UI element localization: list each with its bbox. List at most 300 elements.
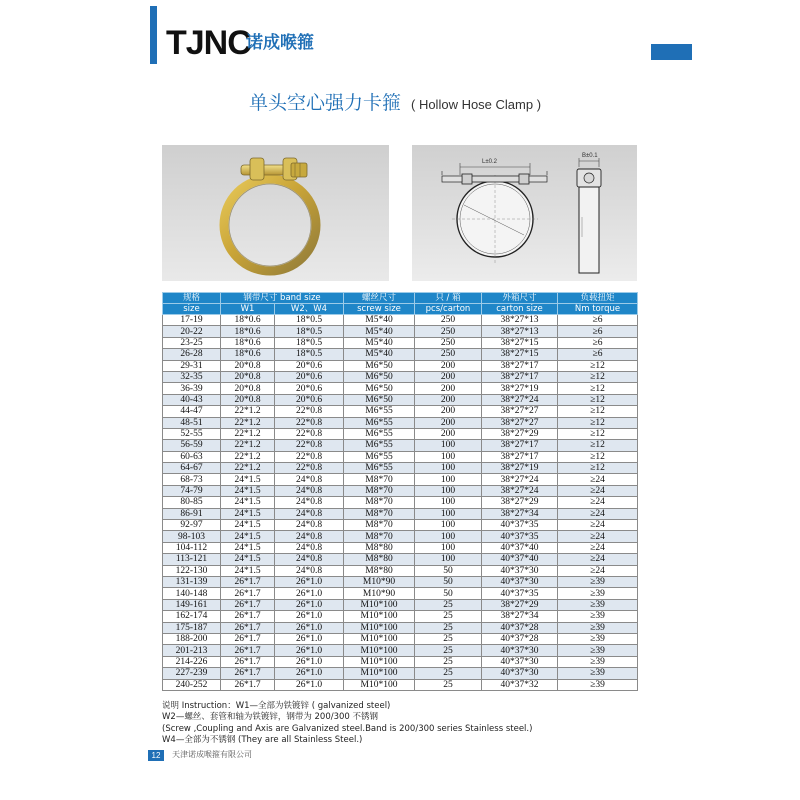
table-cell: ≥24: [558, 531, 638, 542]
table-cell: 20*0.6: [275, 394, 344, 405]
table-cell: M8*70: [344, 531, 415, 542]
brand-name-cn: 诺成喉箍: [246, 33, 314, 53]
table-cell: 200: [415, 406, 482, 417]
table-cell: 56-59: [163, 440, 221, 451]
table-cell: 26*1.7: [221, 599, 275, 610]
table-row: [163, 394, 638, 405]
table-cell: 92-97: [163, 520, 221, 531]
table-cell: 26*1.7: [221, 588, 275, 599]
table-cell: 22*0.8: [275, 428, 344, 439]
table-cell: ≥12: [558, 394, 638, 405]
table-cell: ≥39: [558, 633, 638, 644]
table-cell: 24*1.5: [221, 485, 275, 496]
table-cell: ≥39: [558, 645, 638, 656]
table-cell: 22*0.8: [275, 406, 344, 417]
table-cell: 100: [415, 440, 482, 451]
table-cell: 22*1.2: [221, 463, 275, 474]
table-cell: 22*1.2: [221, 451, 275, 462]
table-row: [163, 565, 638, 576]
brand-logo: TJNC: [166, 24, 251, 62]
table-cell: 18*0.5: [275, 337, 344, 348]
table-cell: ≥12: [558, 360, 638, 371]
table-cell: 24*1.5: [221, 531, 275, 542]
table-cell: 100: [415, 474, 482, 485]
table-cell: 200: [415, 417, 482, 428]
table-cell: 18*0.6: [221, 349, 275, 360]
table-cell: M10*90: [344, 588, 415, 599]
table-cell: 26-28: [163, 349, 221, 360]
table-cell: ≥6: [558, 326, 638, 337]
table-row: [163, 622, 638, 633]
table-cell: 36-39: [163, 383, 221, 394]
table-cell: 18*0.5: [275, 326, 344, 337]
table-cell: ≥39: [558, 668, 638, 679]
table-cell: 38*27*13: [482, 315, 558, 326]
table-cell: M5*40: [344, 326, 415, 337]
table-cell: ≥39: [558, 599, 638, 610]
header-screw-en: screw size: [344, 304, 415, 315]
table-cell: 22*0.8: [275, 417, 344, 428]
table-cell: 122-130: [163, 565, 221, 576]
table-cell: M10*100: [344, 679, 415, 690]
table-cell: 17-19: [163, 315, 221, 326]
table-cell: 100: [415, 520, 482, 531]
table-cell: 100: [415, 463, 482, 474]
table-cell: 26*1.7: [221, 656, 275, 667]
table-cell: 227-239: [163, 668, 221, 679]
table-cell: 40*37*30: [482, 668, 558, 679]
table-cell: M8*70: [344, 508, 415, 519]
table-cell: ≥12: [558, 371, 638, 382]
table-cell: M8*80: [344, 565, 415, 576]
table-cell: 24*0.8: [275, 554, 344, 565]
table-row: [163, 474, 638, 485]
table-cell: 175-187: [163, 622, 221, 633]
table-cell: M5*40: [344, 349, 415, 360]
table-body: [163, 315, 638, 691]
page-title-cn: 单头空心强力卡箍: [249, 92, 402, 114]
table-cell: 40*37*35: [482, 520, 558, 531]
table-cell: 40*37*28: [482, 633, 558, 644]
table-cell: M10*100: [344, 611, 415, 622]
table-row: [163, 531, 638, 542]
table-cell: ≥6: [558, 349, 638, 360]
table-cell: 25: [415, 656, 482, 667]
table-cell: 26*1.7: [221, 622, 275, 633]
table-cell: ≥39: [558, 576, 638, 587]
table-row: [163, 326, 638, 337]
table-cell: 32-35: [163, 371, 221, 382]
table-cell: 29-31: [163, 360, 221, 371]
table-cell: 48-51: [163, 417, 221, 428]
table-cell: 188-200: [163, 633, 221, 644]
table-cell: 38*27*29: [482, 599, 558, 610]
table-cell: M6*50: [344, 383, 415, 394]
table-cell: 250: [415, 337, 482, 348]
table-cell: 40*37*30: [482, 656, 558, 667]
table-cell: ≥12: [558, 406, 638, 417]
table-cell: 26*1.7: [221, 645, 275, 656]
table-cell: 20*0.6: [275, 371, 344, 382]
drawing-dimension-width: B±0.1: [582, 153, 598, 159]
table-cell: M5*40: [344, 337, 415, 348]
table-cell: M8*70: [344, 474, 415, 485]
table-cell: ≥39: [558, 588, 638, 599]
table-cell: 38*27*27: [482, 417, 558, 428]
table-cell: 200: [415, 383, 482, 394]
table-cell: 24*1.5: [221, 554, 275, 565]
company-name: 天津诺成喉箍有限公司: [172, 750, 252, 759]
table-cell: ≥24: [558, 497, 638, 508]
table-cell: ≥39: [558, 679, 638, 690]
header-carton-size-en: carton size: [482, 304, 558, 315]
table-cell: 80-85: [163, 497, 221, 508]
table-cell: 22*1.2: [221, 417, 275, 428]
table-cell: 24*0.8: [275, 485, 344, 496]
table-cell: 50: [415, 576, 482, 587]
table-row: [163, 440, 638, 451]
table-cell: 18*0.6: [221, 315, 275, 326]
header-size-cn: 规格: [163, 293, 221, 304]
table-cell: 24*0.8: [275, 497, 344, 508]
table-cell: ≥12: [558, 451, 638, 462]
table-cell: 140-148: [163, 588, 221, 599]
table-cell: 100: [415, 485, 482, 496]
table-cell: 38*27*15: [482, 349, 558, 360]
table-cell: 38*27*29: [482, 428, 558, 439]
table-cell: 26*1.0: [275, 668, 344, 679]
table-cell: 200: [415, 428, 482, 439]
table-cell: 26*1.7: [221, 576, 275, 587]
table-cell: 26*1.7: [221, 633, 275, 644]
table-cell: 22*1.2: [221, 440, 275, 451]
table-row: [163, 406, 638, 417]
table-cell: M6*55: [344, 428, 415, 439]
table-cell: 24*1.5: [221, 474, 275, 485]
note-line: W2—螺丝、套管和轴为铁镀锌，钢带为 200/300 不锈钢: [162, 712, 379, 723]
table-row: [163, 679, 638, 690]
table-cell: 38*27*24: [482, 485, 558, 496]
table-cell: 104-112: [163, 542, 221, 553]
table-row: [163, 508, 638, 519]
table-cell: 22*1.2: [221, 428, 275, 439]
table-cell: 18*0.6: [221, 326, 275, 337]
table-cell: 25: [415, 679, 482, 690]
table-cell: ≥12: [558, 440, 638, 451]
table-cell: 20*0.6: [275, 360, 344, 371]
table-cell: 44-47: [163, 406, 221, 417]
table-cell: 64-67: [163, 463, 221, 474]
table-row: [163, 383, 638, 394]
table-row: [163, 576, 638, 587]
table-cell: ≥6: [558, 337, 638, 348]
table-cell: 250: [415, 315, 482, 326]
header-band-size: 钢带尺寸 band size: [221, 293, 344, 304]
table-row: [163, 668, 638, 679]
brand-accent-bar: [150, 6, 157, 64]
table-cell: ≥24: [558, 474, 638, 485]
table-cell: 162-174: [163, 611, 221, 622]
table-cell: 100: [415, 554, 482, 565]
table-cell: 38*27*27: [482, 406, 558, 417]
table-row: [163, 451, 638, 462]
table-cell: 24*0.8: [275, 474, 344, 485]
table-cell: 20*0.8: [221, 360, 275, 371]
table-cell: 40*37*32: [482, 679, 558, 690]
table-cell: M6*55: [344, 417, 415, 428]
header-torque-en: Nm torque: [558, 304, 638, 315]
table-cell: 38*27*24: [482, 474, 558, 485]
table-cell: ≥24: [558, 520, 638, 531]
table-cell: M10*100: [344, 633, 415, 644]
table-cell: 26*1.0: [275, 622, 344, 633]
table-cell: M10*100: [344, 656, 415, 667]
table-cell: 26*1.0: [275, 576, 344, 587]
table-cell: 38*27*34: [482, 508, 558, 519]
table-cell: 38*27*17: [482, 371, 558, 382]
table-cell: 24*1.5: [221, 542, 275, 553]
table-cell: 100: [415, 508, 482, 519]
table-cell: M10*100: [344, 668, 415, 679]
table-cell: ≥12: [558, 463, 638, 474]
header-carton-size-cn: 外箱尺寸: [482, 293, 558, 304]
header-carton-pcs-en: pcs/carton: [415, 304, 482, 315]
table-cell: 214-226: [163, 656, 221, 667]
table-cell: 38*27*34: [482, 611, 558, 622]
table-cell: 26*1.7: [221, 611, 275, 622]
table-cell: 22*1.2: [221, 406, 275, 417]
table-cell: 25: [415, 599, 482, 610]
table-cell: M8*70: [344, 485, 415, 496]
table-cell: M6*55: [344, 463, 415, 474]
table-cell: 24*1.5: [221, 508, 275, 519]
table-row: [163, 588, 638, 599]
table-cell: M8*70: [344, 520, 415, 531]
table-cell: 113-121: [163, 554, 221, 565]
table-cell: ≥24: [558, 554, 638, 565]
header-size-en: size: [163, 304, 221, 315]
table-cell: 40*37*30: [482, 576, 558, 587]
table-cell: 100: [415, 531, 482, 542]
table-cell: M8*80: [344, 554, 415, 565]
table-cell: M6*55: [344, 440, 415, 451]
table-cell: 40*37*35: [482, 531, 558, 542]
table-cell: 38*27*17: [482, 451, 558, 462]
table-cell: 38*27*19: [482, 463, 558, 474]
table-row: [163, 599, 638, 610]
table-row: [163, 463, 638, 474]
table-cell: 22*0.8: [275, 440, 344, 451]
table-cell: 149-161: [163, 599, 221, 610]
table-cell: 26*1.0: [275, 611, 344, 622]
table-cell: 40*37*30: [482, 565, 558, 576]
table-cell: 20*0.8: [221, 394, 275, 405]
table-cell: 250: [415, 326, 482, 337]
header-screw-cn: 螺丝尺寸: [344, 293, 415, 304]
table-cell: 74-79: [163, 485, 221, 496]
note-line: (Screw ,Coupling and Axis are Galvanized steel.Band is 200/300 series Stainless steel.): [162, 723, 533, 734]
table-cell: ≥12: [558, 417, 638, 428]
table-row: [163, 371, 638, 382]
table-cell: 26*1.7: [221, 679, 275, 690]
table-cell: 38*27*17: [482, 360, 558, 371]
table-cell: 38*27*29: [482, 497, 558, 508]
table-cell: 38*27*13: [482, 326, 558, 337]
table-row: [163, 349, 638, 360]
table-cell: 26*1.0: [275, 679, 344, 690]
table-cell: M8*80: [344, 542, 415, 553]
table-cell: 86-91: [163, 508, 221, 519]
table-cell: 100: [415, 451, 482, 462]
table-cell: M6*50: [344, 360, 415, 371]
table-cell: ≥24: [558, 508, 638, 519]
table-cell: M10*100: [344, 645, 415, 656]
table-cell: 20*0.8: [221, 371, 275, 382]
note-line: W4—全部为不锈钢 (They are all Stainless Steel.): [162, 735, 363, 746]
table-cell: 24*0.8: [275, 531, 344, 542]
table-cell: M6*50: [344, 371, 415, 382]
table-cell: 24*1.5: [221, 520, 275, 531]
table-row: [163, 497, 638, 508]
instruction-notes: [162, 701, 532, 747]
header-torque-cn: 负载扭矩: [558, 293, 638, 304]
table-row: [163, 360, 638, 371]
table-cell: 18*0.5: [275, 315, 344, 326]
drawing-dimension-length: L±0.2: [482, 159, 497, 165]
table-cell: 40*37*30: [482, 645, 558, 656]
header-w2w4: W2、W4: [275, 304, 344, 315]
table-row: [163, 428, 638, 439]
table-cell: 24*0.8: [275, 542, 344, 553]
table-cell: ≥12: [558, 428, 638, 439]
table-cell: 26*1.0: [275, 645, 344, 656]
table-cell: 40*37*40: [482, 554, 558, 565]
table-cell: 100: [415, 542, 482, 553]
table-cell: M5*40: [344, 315, 415, 326]
table-row: [163, 485, 638, 496]
table-cell: ≥39: [558, 656, 638, 667]
table-subheader-row: [163, 304, 638, 315]
table-cell: 201-213: [163, 645, 221, 656]
table-header-row: [163, 293, 638, 304]
table-cell: 20*0.8: [221, 383, 275, 394]
table-cell: 25: [415, 668, 482, 679]
hose-clamp-drawing-illustration: [412, 145, 637, 281]
table-cell: 60-63: [163, 451, 221, 462]
table-cell: ≥39: [558, 622, 638, 633]
table-cell: 200: [415, 360, 482, 371]
table-cell: 26*1.7: [221, 668, 275, 679]
table-row: [163, 337, 638, 348]
table-cell: M10*100: [344, 622, 415, 633]
table-cell: M8*70: [344, 497, 415, 508]
table-cell: ≥24: [558, 485, 638, 496]
table-cell: 250: [415, 349, 482, 360]
table-cell: ≥24: [558, 565, 638, 576]
header-w1: W1: [221, 304, 275, 315]
table-cell: 98-103: [163, 531, 221, 542]
header-carton-pcs-cn: 只 / 箱: [415, 293, 482, 304]
product-photo: [162, 145, 389, 281]
table-cell: 40*37*28: [482, 622, 558, 633]
table-cell: M6*55: [344, 406, 415, 417]
table-cell: 26*1.0: [275, 588, 344, 599]
table-cell: 68-73: [163, 474, 221, 485]
table-cell: 26*1.0: [275, 633, 344, 644]
table-row: [163, 633, 638, 644]
table-cell: 200: [415, 371, 482, 382]
table-cell: 20*0.6: [275, 383, 344, 394]
table-cell: 24*0.8: [275, 520, 344, 531]
table-cell: M6*55: [344, 451, 415, 462]
table-cell: 18*0.5: [275, 349, 344, 360]
table-cell: 26*1.0: [275, 599, 344, 610]
technical-drawing: [412, 145, 637, 281]
table-cell: 38*27*15: [482, 337, 558, 348]
table-cell: 38*27*24: [482, 394, 558, 405]
specification-table: [162, 292, 638, 691]
table-cell: M10*90: [344, 576, 415, 587]
table-cell: 38*27*19: [482, 383, 558, 394]
table-cell: 18*0.6: [221, 337, 275, 348]
table-cell: 26*1.0: [275, 656, 344, 667]
table-cell: M10*100: [344, 599, 415, 610]
page-title-en: ( Hollow Hose Clamp ): [411, 97, 542, 112]
table-cell: 20-22: [163, 326, 221, 337]
table-cell: 24*0.8: [275, 565, 344, 576]
table-cell: ≥24: [558, 542, 638, 553]
table-cell: ≥39: [558, 611, 638, 622]
table-cell: 22*0.8: [275, 463, 344, 474]
table-cell: 100: [415, 497, 482, 508]
table-row: [163, 520, 638, 531]
table-row: [163, 315, 638, 326]
table-cell: 24*1.5: [221, 497, 275, 508]
table-cell: 131-139: [163, 576, 221, 587]
table-cell: ≥6: [558, 315, 638, 326]
table-cell: M6*50: [344, 394, 415, 405]
table-cell: 200: [415, 394, 482, 405]
page-number: 12: [151, 751, 161, 760]
table-cell: 40-43: [163, 394, 221, 405]
hose-clamp-photo-illustration: [162, 145, 389, 281]
table-cell: 23-25: [163, 337, 221, 348]
table-cell: 50: [415, 588, 482, 599]
table-cell: 22*0.8: [275, 451, 344, 462]
table-cell: 25: [415, 633, 482, 644]
table-cell: 24*1.5: [221, 565, 275, 576]
table-cell: 52-55: [163, 428, 221, 439]
corner-accent-block: [651, 44, 692, 60]
table-cell: 50: [415, 565, 482, 576]
table-cell: 24*0.8: [275, 508, 344, 519]
note-line: 说明 Instruction：W1—全部为铁镀锌 ( galvanized steel): [162, 701, 391, 711]
table-cell: 40*37*35: [482, 588, 558, 599]
table-row: [163, 611, 638, 622]
table-cell: ≥12: [558, 383, 638, 394]
table-cell: 240-252: [163, 679, 221, 690]
table-row: [163, 542, 638, 553]
table-row: [163, 554, 638, 565]
table-cell: 25: [415, 622, 482, 633]
table-cell: 25: [415, 645, 482, 656]
table-row: [163, 417, 638, 428]
table-cell: 40*37*40: [482, 542, 558, 553]
table-cell: 25: [415, 611, 482, 622]
table-row: [163, 645, 638, 656]
table-row: [163, 656, 638, 667]
table-cell: 38*27*17: [482, 440, 558, 451]
